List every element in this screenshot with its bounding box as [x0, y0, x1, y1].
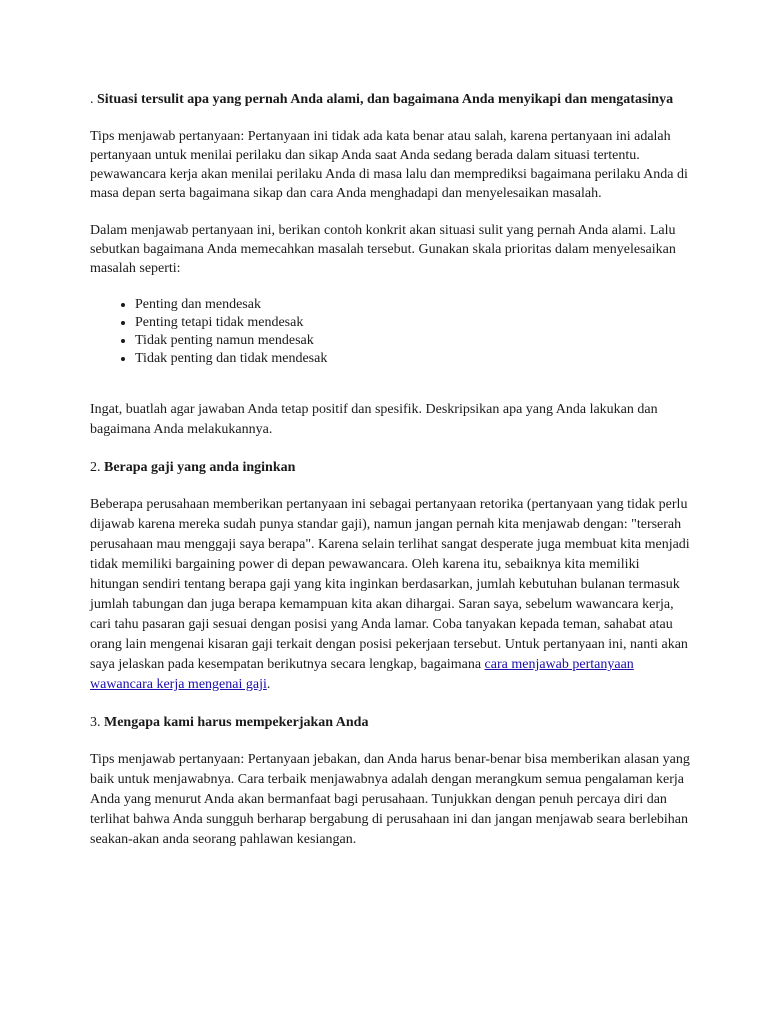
section1-heading	[90, 90, 690, 109]
section1-tips: Tips menjawab pertanyaan: Pertanyaan ini tidak ada kata benar atau salah, karena pertanyaan ini adalah pertanyaan untuk menilai perilaku dan sikap Anda saat Anda sedang berada dalam situasi tertentu. pewawancara kerja akan menilai perilaku Anda di masa lalu dan memprediksi bagaimana perilaku Anda di masa depan serta bagaimana sikap dan cara Anda menghadapi dan menyelesaikan masalah.	[90, 129, 688, 201]
section3-heading	[90, 713, 690, 732]
section2-heading	[90, 458, 690, 477]
section2-body-end: .	[266, 677, 271, 692]
section2-body	[90, 495, 690, 695]
list-item: • Penting dan mendesak	[135, 296, 690, 314]
section3-title: Mengapa kami harus mempekerjakan Anda	[104, 715, 369, 730]
section2-body-text: Beberapa perusahaan memberikan pertanyaan ini sebagai pertanyaan retorika (pertanyaan yang tidak perlu dijawab karena mereka sudah punya standar gaji), namun jangan pernah kita menjawab dengan: "terserah perusahaan mau menggaji saya berapa". Karena selain terlihat sangat desperate juga membuat kita menjadi tidak memiliki bargaining power di depan pewawancara. Oleh karena itu, sebaiknya kita memiliki hitungan sendiri tentang berapa gaji yang kita inginkan berdasarkan, jumlah kebutuhan bulanan termasuk jumlah tabungan dan juga berapa kemampuan kita akan dihargai. Saran saya, sebelum wawancara kerja, cari tahu pasaran gaji sesuai dengan posisi yang Anda lamar. Coba tanyakan kepada teman, sahabat atau orang lain mengenai kisaran gaji terkait dengan posisi pekerjaan tersebut. Untuk pertanyaan ini, nanti akan saya jelaskan pada kesempatan berikutnya secara lengkap, bagaimana	[90, 497, 690, 672]
section2-title: Berapa gaji yang anda inginkan	[104, 460, 296, 475]
section1-closing: Ingat, buatlah agar jawaban Anda tetap positif dan spesifik. Deskripsikan apa yang Anda lakukan dan bagaimana Anda melakukannya.	[90, 402, 658, 437]
section1-prefix: .	[90, 92, 97, 107]
section3-tips: Tips menjawab pertanyaan: Pertanyaan jebakan, dan Anda harus benar-benar bisa memberikan alasan yang baik untuk menjawabnya. Cara terbaik menjawabnya adalah dengan merangkum semua pengalaman kerja Anda yang menurut Anda akan bermanfaat bagi perusahaan. Tunjukkan dengan penuh percaya diri dan terlihat bahwa Anda sungguh berharap bergabung di perusahaan ini dan jangan menjawab seara berlebihan seakan-akan anda seorang pahlawan kesiangan.	[90, 752, 690, 847]
salary-article-link[interactable]: cara menjawab pertanyaan wawancara kerja mengenai gaji	[90, 657, 634, 692]
section3-prefix: 3.	[90, 715, 104, 730]
list-item: • Tidak penting namun mendesak	[135, 332, 690, 350]
section1-title: Situasi tersulit apa yang pernah Anda alami, dan bagaimana Anda menyikapi dan mengatasinya	[97, 92, 674, 107]
section2-prefix: 2.	[90, 460, 104, 475]
document-page	[90, 90, 690, 868]
section1-advice: Dalam menjawab pertanyaan ini, berikan contoh konkrit akan situasi sulit yang pernah Anda alami. Lalu sebutkan bagaimana Anda memecahkan masalah tersebut. Gunakan skala prioritas dalam menyelesaikan masalah seperti:	[90, 223, 676, 276]
list-item: • Tidak penting dan tidak mendesak	[135, 350, 690, 368]
priority-list	[90, 296, 690, 368]
list-item: • Penting tetapi tidak mendesak	[135, 314, 690, 332]
